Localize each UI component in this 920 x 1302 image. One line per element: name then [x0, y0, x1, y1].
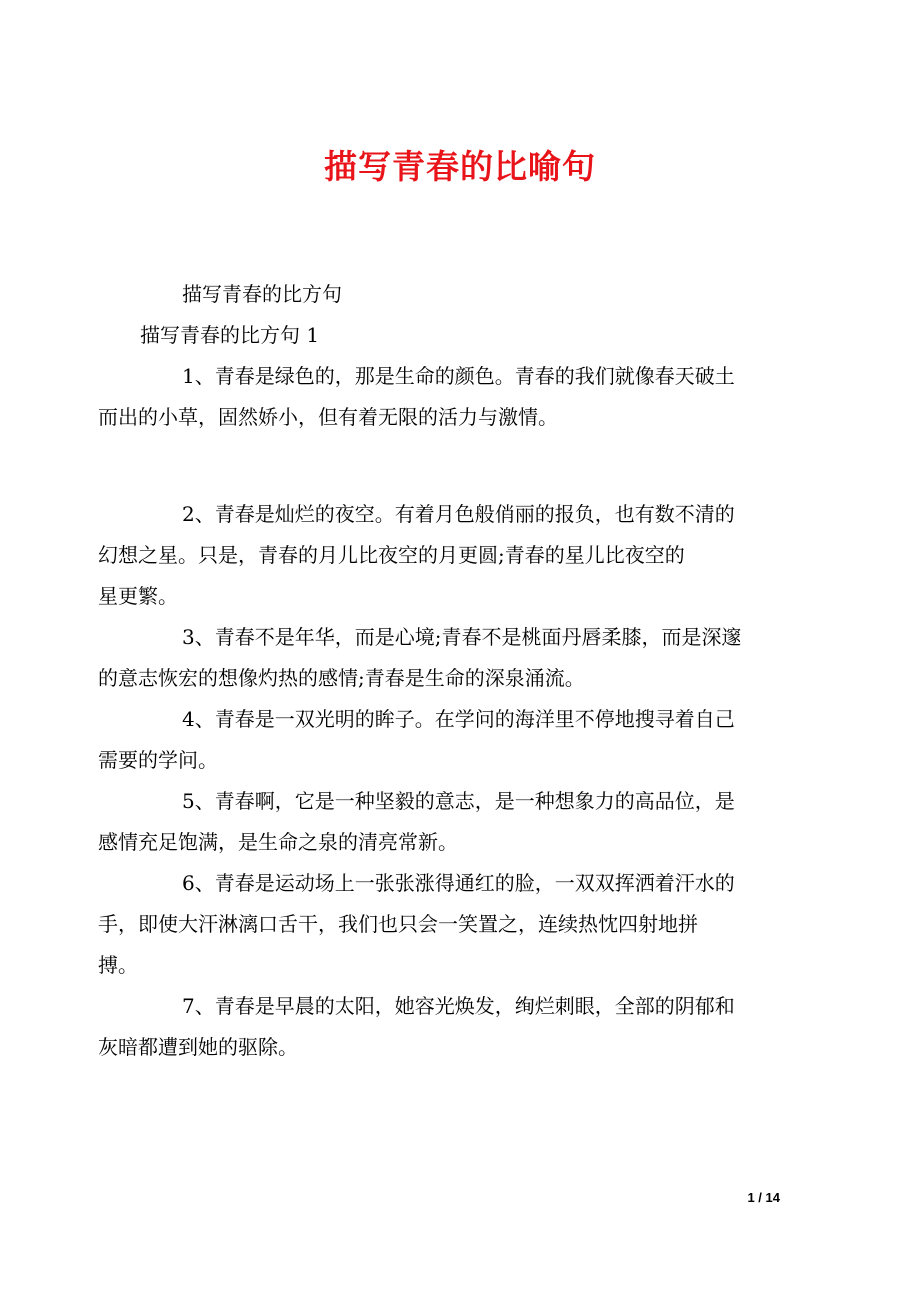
document-body	[98, 274, 780, 1068]
paragraph-line: 幻想之星。只是，青春的月儿比夜空的月更圆;青春的星儿比夜空的	[98, 543, 685, 567]
paragraph-3	[98, 617, 780, 699]
document-title: 描写青春的比喻句	[324, 147, 596, 186]
paragraph-line: 4、青春是一双光明的眸子。在学问的海洋里不停地搜寻着自己	[182, 707, 735, 731]
paragraph-line: 7、青春是早晨的太阳，她容光焕发，绚烂刺眼，全部的阴郁和	[182, 994, 735, 1018]
paragraph-2	[98, 494, 780, 617]
paragraph-gap	[140, 438, 780, 494]
paragraph-line: 手，即使大汗淋漓口舌干，我们也只会一笑置之，连续热忱四射地拼	[98, 912, 698, 936]
page-indicator: 1 / 14	[747, 1190, 780, 1205]
paragraph-line: 感情充足饱满，是生命之泉的清亮常新。	[98, 830, 458, 854]
paragraph-line: 需要的学问。	[98, 748, 218, 772]
paragraph-line: 2、青春是灿烂的夜空。有着月色般俏丽的报负，也有数不清的	[182, 502, 735, 526]
paragraph-line: 1、青春是绿色的，那是生命的颜色。青春的我们就像春天破土	[182, 364, 735, 388]
paragraph-line: 的意志恢宏的想像灼热的感情;青春是生命的深泉涌流。	[98, 666, 585, 690]
paragraph-7	[98, 986, 780, 1068]
paragraph-line: 5、青春啊，它是一种坚毅的意志，是一种想象力的高品位，是	[182, 789, 735, 813]
paragraph-line: 灰暗都遭到她的驱除。	[98, 1035, 298, 1059]
subtitle: 描写青春的比方句	[182, 282, 342, 306]
paragraph-6	[98, 863, 780, 986]
paragraph-line: 星更繁。	[98, 584, 178, 608]
paragraph-4	[98, 699, 780, 781]
paragraph-line: 6、青春是运动场上一张张涨得通红的脸，一双双挥洒着汗水的	[182, 871, 735, 895]
section-heading: 描写青春的比方句 1	[140, 323, 320, 347]
paragraph-line: 而出的小草，固然娇小，但有着无限的活力与激情。	[98, 405, 558, 429]
paragraph-1	[98, 356, 780, 438]
paragraph-line: 3、青春不是年华，而是心境;青春不是桃面丹唇柔膝，而是深邃	[182, 625, 742, 649]
paragraph-5	[98, 781, 780, 863]
paragraph-line: 搏。	[98, 953, 138, 977]
